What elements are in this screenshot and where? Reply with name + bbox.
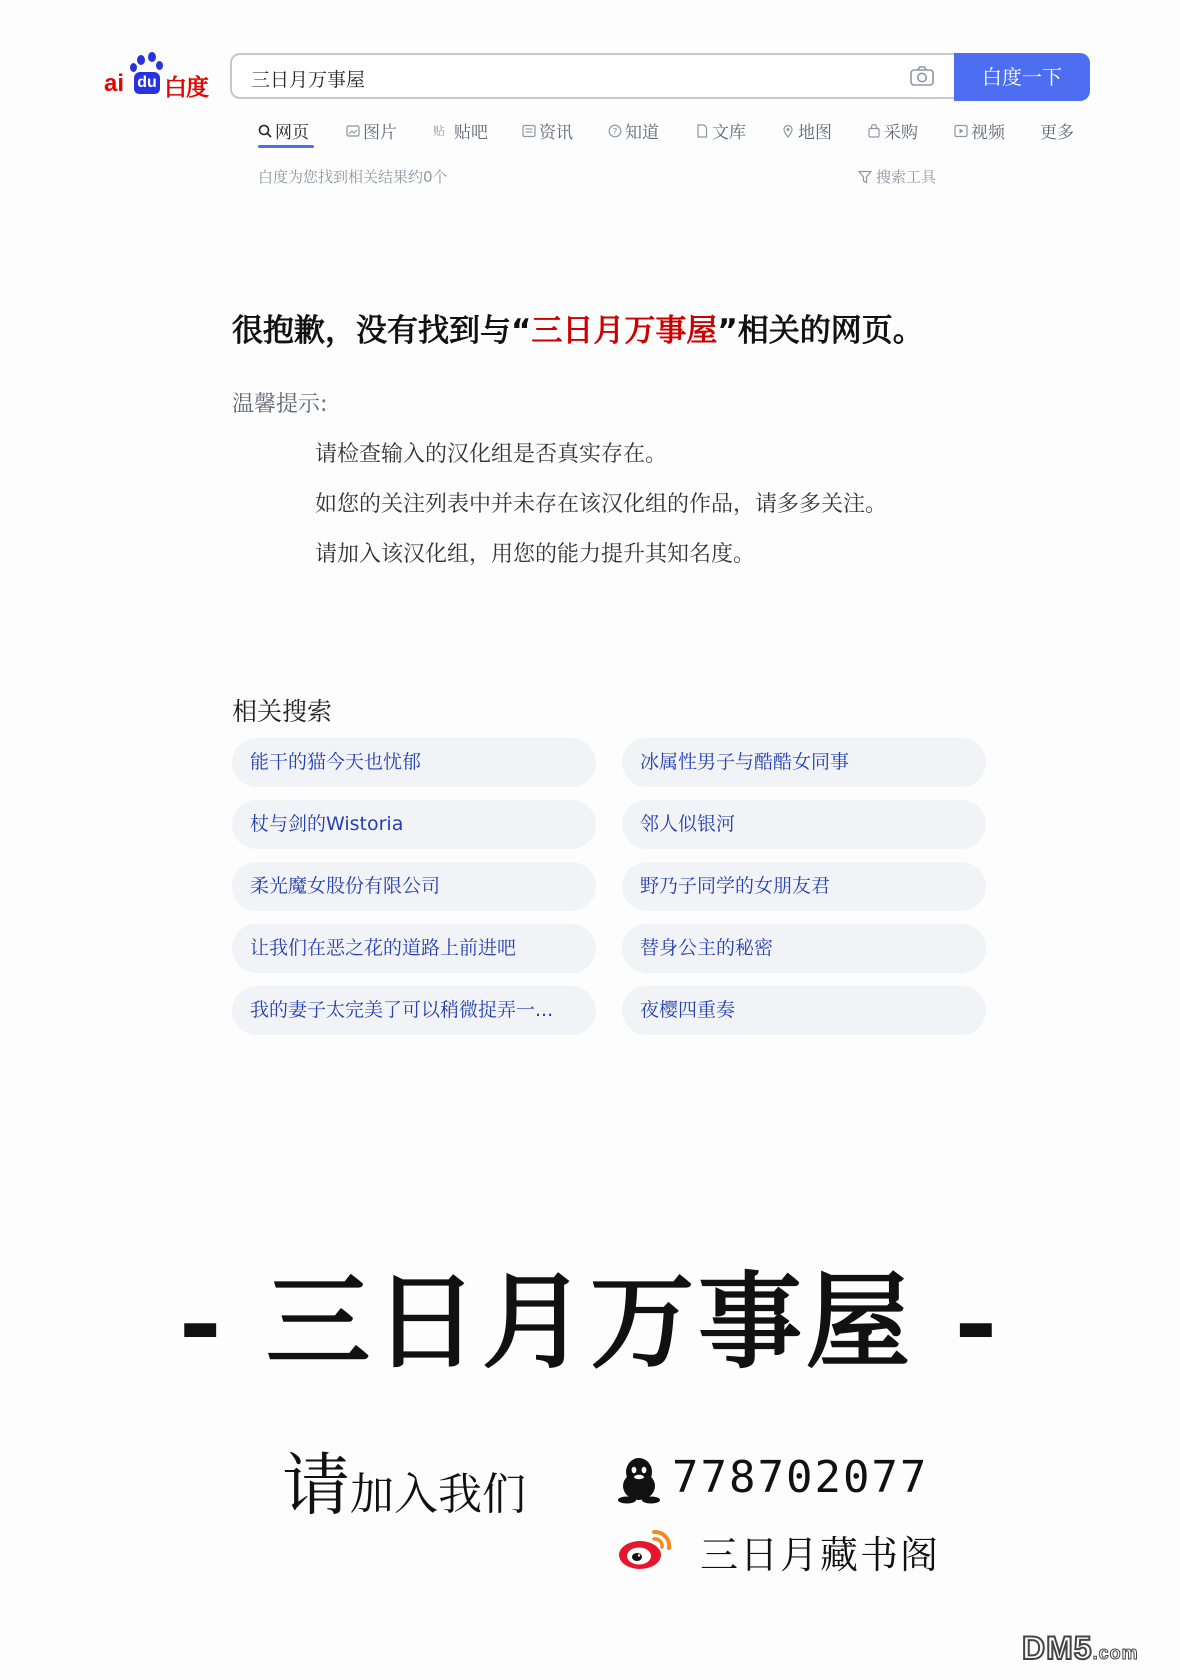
tieba-icon: 贴 <box>433 123 446 138</box>
tab-tieba[interactable] <box>433 118 488 143</box>
group-title: - 三日月万事屋 - <box>178 1260 1002 1383</box>
search-box <box>230 53 954 99</box>
search-button[interactable]: 白度一下 <box>954 53 1090 101</box>
tips-title: 温馨提示: <box>232 392 328 417</box>
video-icon <box>954 124 968 138</box>
tab-wenku[interactable] <box>695 118 746 143</box>
weibo-account-name: 三日月藏书阁 <box>700 1533 941 1577</box>
question-icon <box>608 124 622 138</box>
no-result-suffix: ”相关的网页。 <box>717 313 924 349</box>
related-search-item[interactable]: 让我们在恶之花的道路上前进吧 <box>232 924 596 973</box>
news-icon <box>522 124 536 138</box>
search-icon <box>258 124 272 138</box>
filter-icon <box>858 170 872 184</box>
related-search-item[interactable]: 野乃子同学的女朋友君 <box>622 862 986 911</box>
tab-label: 视频 <box>971 123 1005 143</box>
svg-text:?: ? <box>612 126 618 137</box>
bag-icon <box>867 124 881 138</box>
no-result-prefix: 很抱歉，没有找到与“ <box>232 313 532 349</box>
watermark-suffix: .com <box>1092 1643 1139 1663</box>
tip-item: 请检查输入的汉化组是否真实存在。 <box>315 442 668 467</box>
tab-more[interactable] <box>1040 118 1074 143</box>
logo-ai: ai <box>104 70 125 97</box>
logo-paw-dot <box>137 55 145 65</box>
related-search-item[interactable]: 杖与剑的Wistoria <box>232 800 596 849</box>
active-tab-indicator <box>258 145 314 148</box>
related-search-item[interactable]: 夜樱四重奏 <box>622 986 986 1035</box>
watermark-main: DM5 <box>1022 1630 1093 1666</box>
dm5-watermark <box>1022 1630 1139 1667</box>
search-tools-button[interactable] <box>858 166 936 187</box>
join-us-text <box>282 1432 526 1529</box>
tab-label: 更多 <box>1040 123 1074 143</box>
tab-map[interactable] <box>781 118 832 143</box>
result-count: 白度为您找到相关结果约0个 <box>258 168 448 186</box>
qq-penguin-icon <box>618 1456 660 1504</box>
tab-purchase[interactable] <box>867 118 918 143</box>
logo-paw-dot <box>156 61 163 70</box>
tab-zhidao[interactable] <box>608 118 659 143</box>
tab-label: 知道 <box>625 123 659 143</box>
baidu-logo[interactable] <box>104 52 216 104</box>
qq-number: 778702077 <box>672 1452 929 1503</box>
logo-du: du <box>134 72 160 94</box>
map-icon <box>781 124 795 138</box>
tab-label: 地图 <box>798 123 832 143</box>
tab-web[interactable] <box>258 118 309 143</box>
camera-icon[interactable] <box>910 66 934 86</box>
no-result-message <box>232 305 924 350</box>
related-search-item[interactable]: 冰属性男子与酷酷女同事 <box>622 738 986 787</box>
tab-label: 图片 <box>363 123 397 143</box>
logo-paw-dot <box>130 63 137 72</box>
tab-label: 贴吧 <box>454 123 488 143</box>
tab-video[interactable] <box>954 118 1005 143</box>
tip-item: 如您的关注列表中并未存在该汉化组的作品，请多多关注。 <box>315 492 888 517</box>
search-tools-label: 搜索工具 <box>876 168 937 186</box>
tab-label: 采购 <box>884 123 918 143</box>
tab-label: 文库 <box>712 123 746 143</box>
related-searches-title: 相关搜索 <box>232 697 333 726</box>
tab-label: 资讯 <box>539 123 573 143</box>
tab-images[interactable] <box>346 118 397 143</box>
logo-text: 白度 <box>164 75 208 101</box>
related-search-item[interactable]: 柔光魔女股份有限公司 <box>232 862 596 911</box>
join-rest: 加入我们 <box>350 1469 527 1520</box>
no-result-query: 三日月万事屋 <box>531 313 718 349</box>
related-search-item[interactable]: 替身公主的秘密 <box>622 924 986 973</box>
join-first-char: 请 <box>282 1447 351 1526</box>
tip-item: 请加入该汉化组，用您的能力提升其知名度。 <box>315 542 756 567</box>
image-icon <box>346 124 360 138</box>
tab-label: 网页 <box>275 123 309 143</box>
weibo-icon <box>618 1526 674 1570</box>
logo-paw-dot <box>148 52 156 62</box>
related-search-item[interactable]: 邻人似银河 <box>622 800 986 849</box>
search-input[interactable] <box>249 64 873 92</box>
document-icon <box>695 124 709 138</box>
related-search-item[interactable]: 我的妻子太完美了可以稍微捉弄一... <box>232 986 596 1035</box>
tab-news[interactable] <box>522 118 573 143</box>
related-search-item[interactable]: 能干的猫今天也忧郁 <box>232 738 596 787</box>
